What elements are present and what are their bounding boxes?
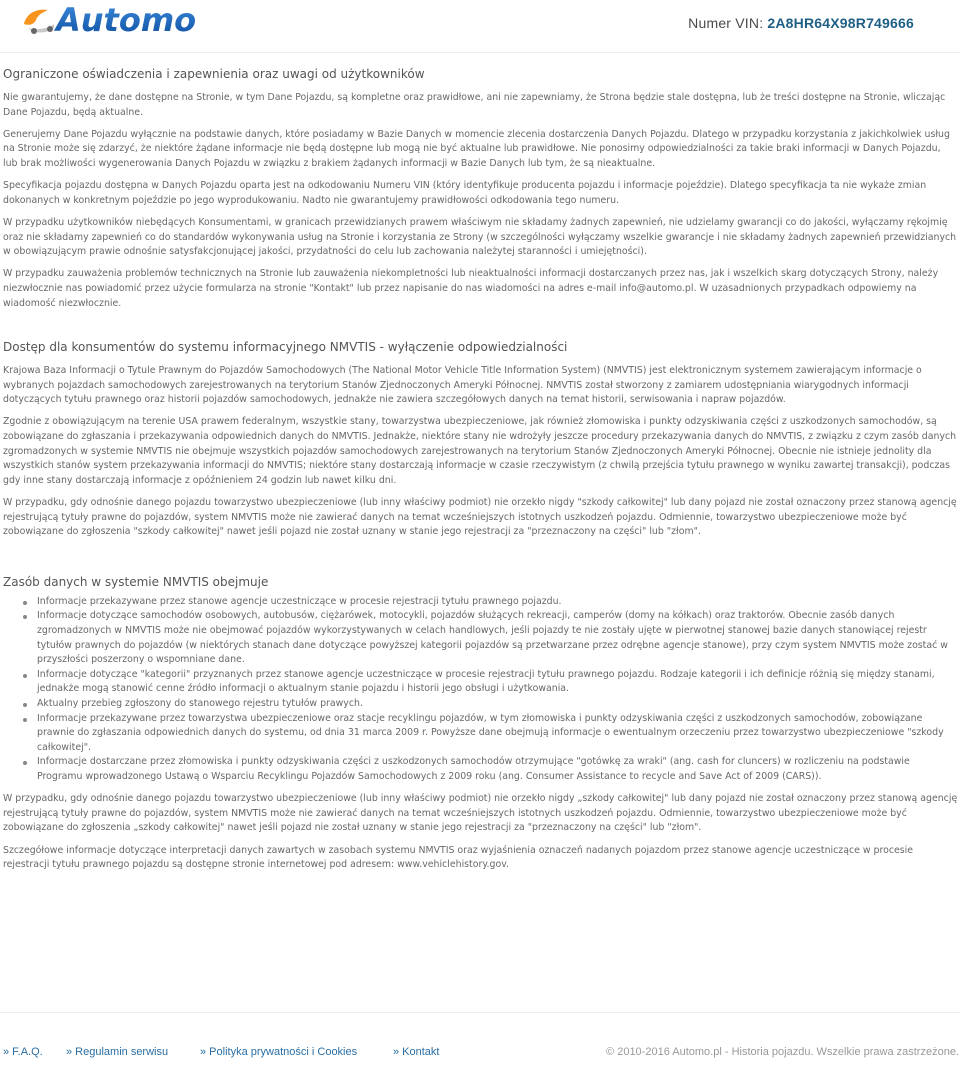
footer-link-terms[interactable]: » Regulamin serwisu — [66, 1046, 169, 1058]
car-logo-icon — [20, 0, 225, 40]
vin-value: 2A8HR64X98R749666 — [767, 15, 914, 31]
list-item: Informacje przekazywane przez towarzystwa ubezpieczeniowe oraz stacje recyklingu pojazdów, w tym złomowiska i punkty odzyskiwania części z uszkodzonych samochodów, zobowiązane prawnie do zgłaszania odpowiednich danych do systemu, od dnia 31 marca 2009 r. Powyższe dane obejmują informacje o ewentualnym orzeczeniu przez towarzystwo ubezpieczeniowe "szkody całkowitej". — [3, 712, 958, 756]
list-item: Informacje przekazywane przez stanowe agencje uczestniczące w procesie rejestracji tytułu prawnego pojazdu. — [3, 595, 958, 610]
list-item: Informacje dotyczące samochodów osobowych, autobusów, ciężarówek, motocykli, pojazdów służących rekreacji, camperów (domy na kółkach) oraz traktorów. Obecnie zasób danych zgromadzonych w NMVTIS może nie obejmować pojazdów wykorzystywanych w celach handlowych, jeśli pojazdy te nie zostały ujęte w pierwotnej stanowej bazie danych stanowiącej rejestr tytułów prawnych do pojazdów (w niektórych stanach dane dotyczące powyższej kategorii pojazdów są przetwarzane przez odrębne agencje stanowe), przy czym system NMVTIS może zostać w przyszłości poszerzony o wspomniane dane. — [3, 609, 958, 667]
automo-logo[interactable] — [20, 0, 225, 40]
paragraph: Krajowa Baza Informacji o Tytule Prawnym do Pojazdów Samochodowych (The National Motor Vehicle Title Information System) (NMVTIS) jest elektronicznym systemem zawierającym informacje o wybranych pojazdach samochodowych zarejestrowanych na terytorium Stanów Zjednoczonych Ameryki Północnej. NMVTIS został stworzony z zamiarem udostępniania wiarygodnych informacji dotyczących tytułu prawnego oraz historii pojazdów samochodowych, jednakże nie zawiera szczegółowych danych na temat historii, serwisowania i napraw pojazdów. — [3, 365, 922, 406]
svg-text:Automo: Automo — [56, 1, 197, 39]
footer-divider — [0, 1012, 960, 1013]
section-title: Dostęp dla konsumentów do systemu informacyjnego NMVTIS - wyłączenie odpowiedzialności — [3, 340, 568, 355]
copyright-text: © 2010-2016 Automo.pl - Historia pojazdu. Wszelkie prawa zastrzeżone. — [606, 1046, 959, 1058]
main-content — [3, 66, 958, 880]
paragraph: W przypadku zauważenia problemów technicznych na Stronie lub zauważenia niekompletności lub nieaktualności informacji dostarczanych przez nas, jak i wszelkich skarg dotyczących Strony, należy niezwłocznie nas powiadomić przez użycie formularza na stronie "Kontakt" lub przez napisanie do nas wiadomości na adres e-mail info@automo.pl. W uzasadnionych przypadkach odpowiemy na wiadomość niezwłocznie. — [3, 268, 939, 309]
header-divider — [0, 52, 960, 53]
paragraph: W przypadku użytkowników niebędących Konsumentami, w granicach przewidzianych prawem właściwym nie składamy żadnych zapewnień, nie udzielamy gwarancji co do jakości, wyłączamy rękojmię oraz nie składamy zapewnień co do standardów wykonywania usług na Stronie i korzystania ze Strony (w szczególności wyłączamy wszelkie gwarancje i nie składamy żadnych zapewnień przewidzianych w obowiązującym prawie odnośnie satysfakcjonującej jakości, przydatności do celu lub zachowania należytej staranności i umiejętności). — [3, 216, 957, 258]
vin-display — [688, 15, 914, 31]
section-nmvtis-disclaimer — [3, 339, 958, 540]
paragraph: Generujemy Dane Pojazdu wyłącznie na podstawie danych, które posiadamy w Bazie Danych w momencie zlecenia dostarczenia Danych Pojazdu. Dlatego w przypadku korzystania z jakichkolwiek usług na Stronie może się zdarzyć, że niektóre żądane informacje nie będą dostępne lub mogą nie być aktualne lub prawidłowe. Nie ponosimy odpowiedzialności za takie braki informacji w Danych Pojazdu, lub brak możliwości wygenerowania Danych Pojazdu w związku z brakiem żądanych informacji w Bazie Danych lub tym, że są nieaktualne. — [3, 128, 950, 169]
list-item: Aktualny przebieg zgłoszony do stanowego rejestru tytułów prawych. — [3, 697, 958, 712]
section-nmvtis-data — [3, 574, 958, 873]
list-item: Informacje dostarczane przez złomowiska i punkty odzyskiwania części z uszkodzonych samochodów otrzymujące "gotówkę za wraki" (ang. cash for cluncers) w rozliczeniu na podstawie Programu wprowadzonego Ustawą o Wsparciu Recyklingu Pojazdów Samochodowych z 2009 roku (ang. Consumer Assistance to recycle and Save Act of 2009 (CARS)). — [3, 755, 958, 784]
bullet-list — [3, 595, 958, 785]
section-limited-warranty — [3, 66, 958, 311]
vin-label: Numer VIN: — [688, 15, 764, 31]
header — [0, 0, 960, 42]
footer — [3, 1046, 960, 1064]
list-item: Informacje dotyczące "kategorii" przyznanych przez stanowe agencje uczestniczące w procesie rejestracji tytułu prawnego pojazdu. Rodzaje kategorii i ich definicje różnią się między stanami, jednakże mogą stanowić cenne źródło informacji o aktualnym stanie pojazdu i historii jego obsługi i użytkowania. — [3, 668, 958, 697]
paragraph: Szczegółowe informacje dotyczące interpretacji danych zawartych w zasobach systemu NMVTIS oraz wyjaśnienia oznaczeń nadanych pojazdom przez stanowe agencje uczestniczące w procesie rejestracji tytułu prawnego pojazdu są dostępne stronie internetowej pod adresem: www.vehiclehistory.gov. — [3, 844, 914, 871]
paragraph: Nie gwarantujemy, że dane dostępne na Stronie, w tym Dane Pojazdu, są kompletne oraz prawidłowe, ani nie zapewniamy, że Strona będzie stale dostępna, lub że treści dostępne na Stronie, wliczając Dane Pojazdu, będą aktualne. — [3, 92, 946, 118]
paragraph: Specyfikacja pojazdu dostępna w Danych Pojazdu oparta jest na odkodowaniu Numeru VIN (który identyfikuje producenta pojazdu i informacje pojeździe). Dlatego specyfikacja ta nie wykaże zmian dokonanych w konkretnym pojeździe po jego wyprodukowaniu. Nadto nie gwarantujemy prawidłowości odkodowania tego numeru. — [3, 180, 927, 206]
section-title: Zasób danych w systemie NMVTIS obejmuje — [3, 574, 269, 589]
paragraph: Zgodnie z obowiązującym na terenie USA prawem federalnym, wszystkie stany, towarzystwa ubezpieczeniowe, jak również złomowiska i punkty odzyskiwania części z uszkodzonych samochodów, są zobowiązane do zgłaszania i przekazywania odpowiednich danych do NMVTIS. Jednakże, niektóre stany nie wdrożyły jeszcze procedury przekazywania danych do NMVTIS, z związku z czym zasób danych zgromadzonych w systemie NMVTIS nie obejmuje wszystkich pojazdów samochodowych zarejestrowanych na terytorium Stanów Zjednoczonych Ameryki Północnej. Obecnie nie istnieje jednolity dla wszystkich stanów system przekazywania informacji do NMVTIS; niektóre stany dostarczają informacje w czasie rzeczywistym (z chwilą przejścia tytułu prawnego w wyniku zawartej transakcji), podczas gdy inne stany dostarczają informacje z opóźnieniem 24 godzin lub nawet kilku dni. — [3, 416, 957, 486]
footer-link-faq[interactable]: » F.A.Q. — [3, 1046, 43, 1058]
paragraph: W przypadku, gdy odnośnie danego pojazdu towarzystwo ubezpieczeniowe (lub inny właściwy podmiot) nie orzekło nigdy "szkody całkowitej" lub dany pojazd nie został oznaczony przez stanową agencję rejestrującą tytuły prawne do pojazdów, system NMVTIS może nie zawierać danych na temat wcześniejszych istotnych uszkodzeń pojazdu. Odmiennie, towarzystwo ubezpieczeniowe może być zobowiązane do zgłoszenia "szkody całkowitej" nawet jeśli pojazd nie został uznany w stanie jego rejestracji za "przeznaczony na części" lub "złom". — [3, 497, 957, 538]
footer-link-privacy[interactable]: » Polityka prywatności i Cookies — [200, 1046, 358, 1058]
section-title: Ograniczone oświadczenia i zapewnienia oraz uwagi od użytkowników — [3, 67, 425, 81]
paragraph: W przypadku, gdy odnośnie danego pojazdu towarzystwo ubezpieczeniowe (lub inny właściwy podmiot) nie orzekło nigdy „szkody całkowitej" lub dany pojazd nie został oznaczony przez stanową agencję rejestrującą tytuły prawne do pojazdów, system NMVTIS może nie zawierać danych na temat wcześniejszych istotnych uszkodzeń pojazdu. Odmiennie, towarzystwo ubezpieczeniowe może być zobowiązane do zgłoszenia „szkody całkowitej" nawet jeśli pojazd nie został uznany w stanie jego rejestracji za "przeznaczony na części" lub "złom". — [3, 793, 958, 834]
footer-link-contact[interactable]: » Kontakt — [393, 1046, 440, 1058]
